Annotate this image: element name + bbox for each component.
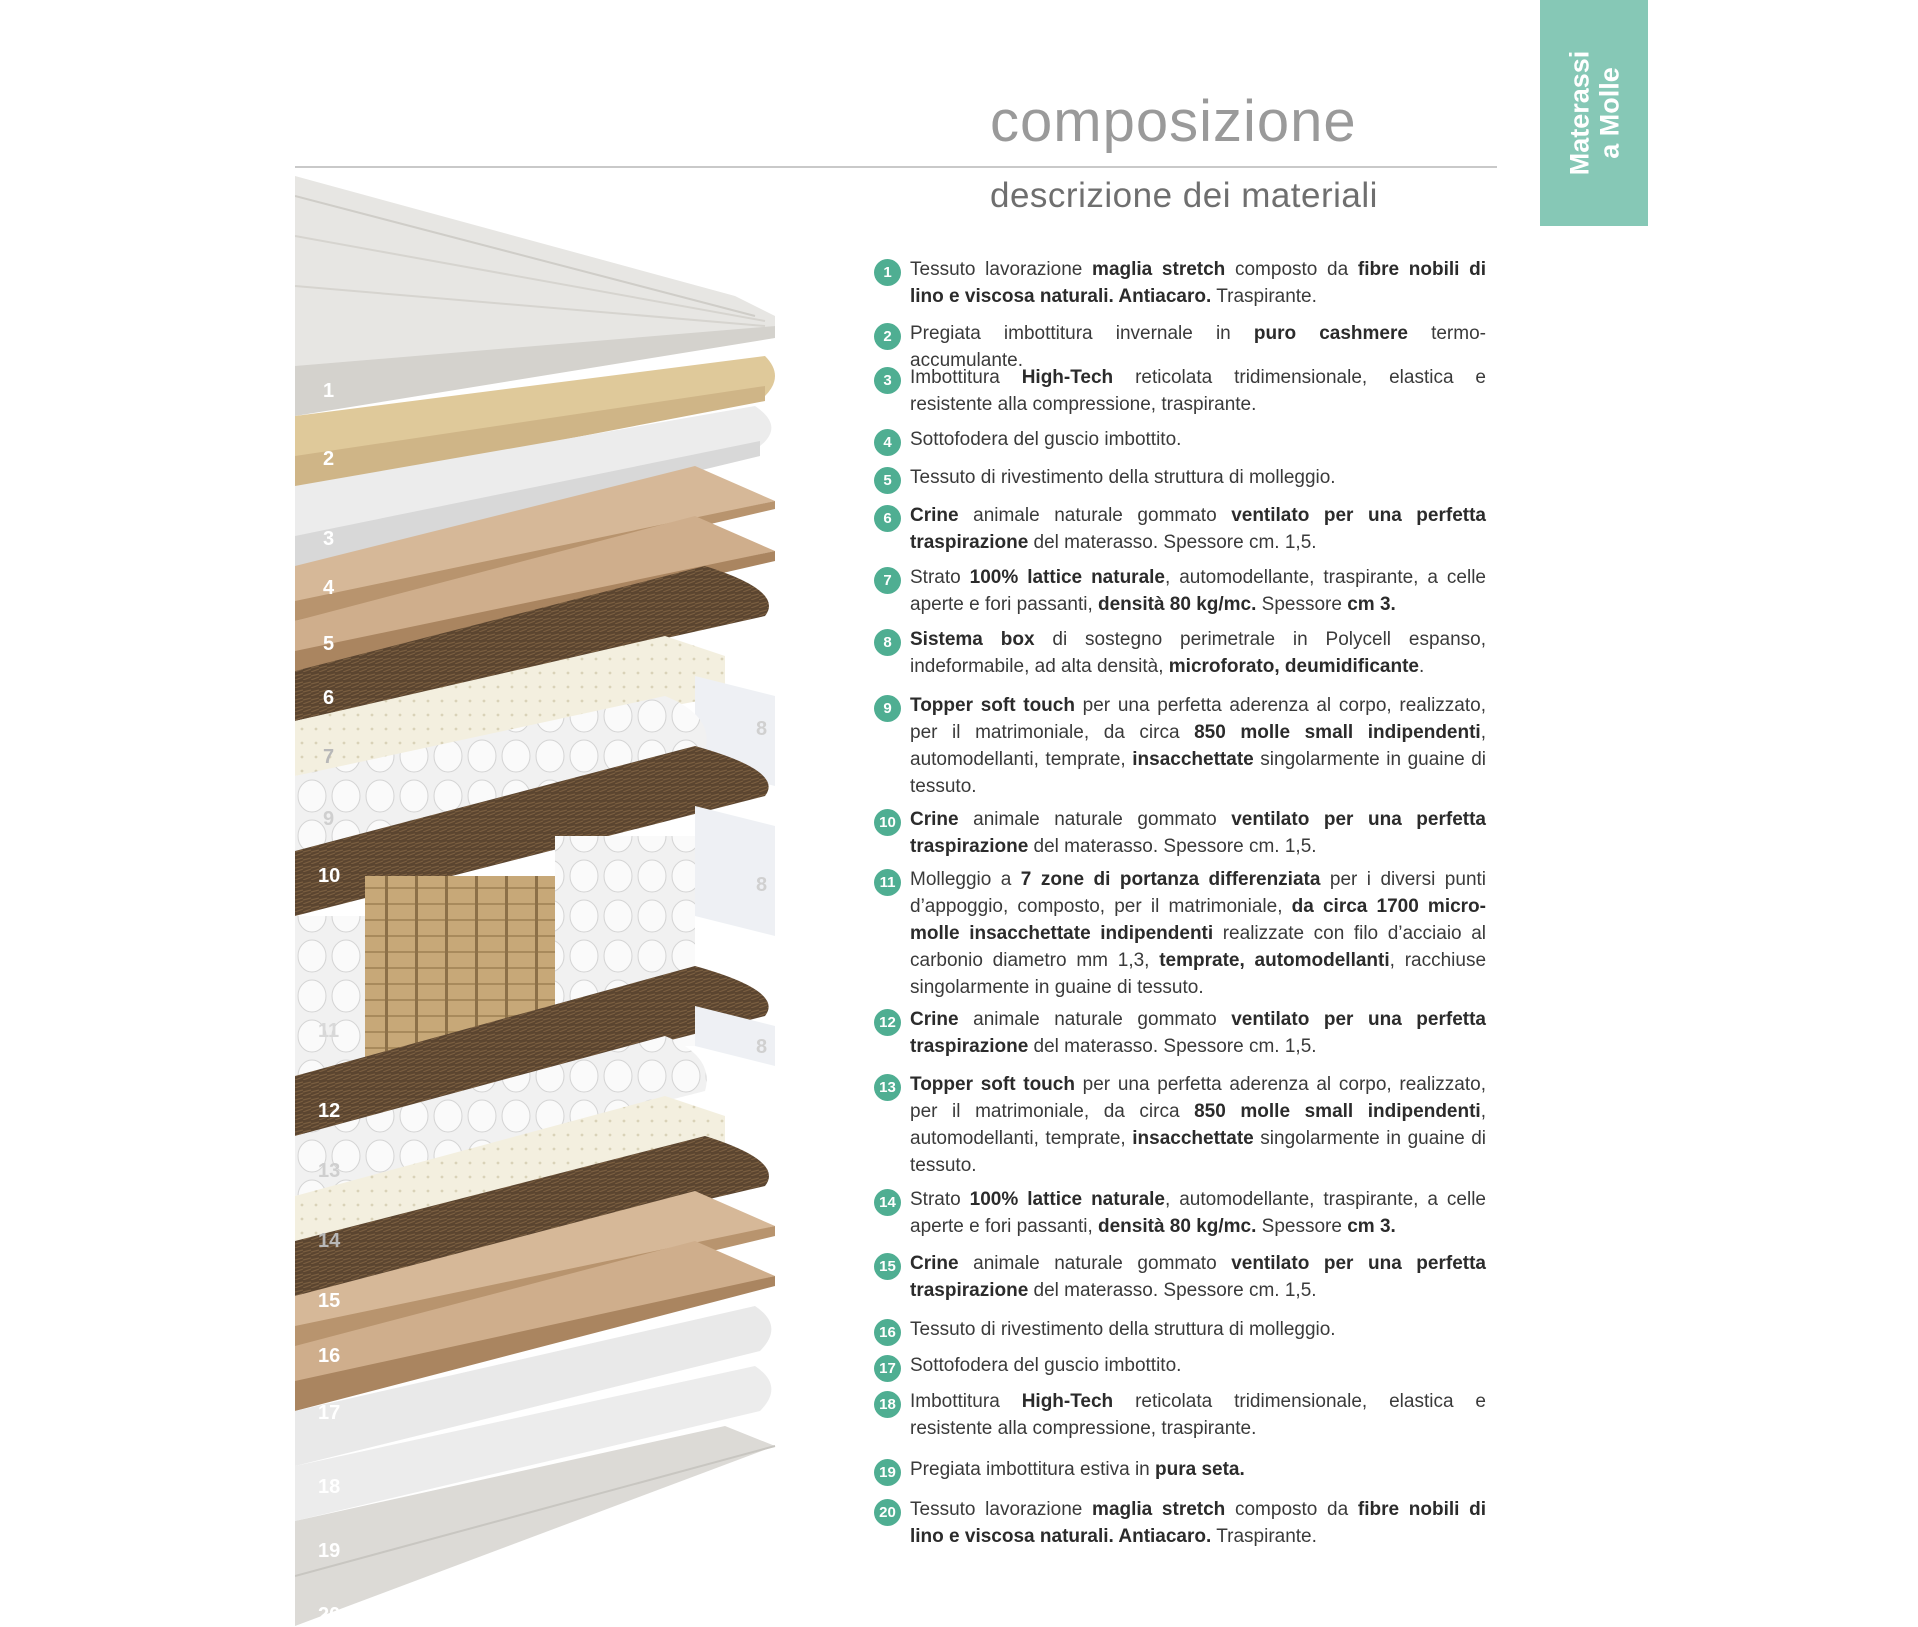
bold-text: temprate, automodellanti — [1159, 950, 1390, 971]
layer-number-16: 16 — [318, 1345, 341, 1367]
item-description — [910, 626, 1486, 680]
text: , automodellanti, temprate, — [910, 1101, 1486, 1149]
item-description — [910, 866, 1486, 1001]
bold-text: fibre nobili — [1357, 259, 1460, 280]
text: di sostegno perimetrale in Polycell espanso, indeformabile, ad alta densità, — [910, 629, 1486, 677]
text: singolarmente in guaine di tessuto. — [910, 1128, 1487, 1176]
bold-text: ventilato per una perfetta traspirazione — [910, 1009, 1486, 1057]
bold-text: 100% lattice naturale — [969, 1189, 1165, 1210]
text: Tessuto lavorazione — [910, 259, 1093, 280]
layer-number-18: 18 — [318, 1476, 341, 1498]
item-number-badge: 20 — [874, 1499, 901, 1526]
layer-number-11: 11 — [318, 1020, 340, 1042]
text: animale naturale gommato — [958, 505, 1232, 526]
text: Pregiata imbottitura invernale in — [910, 323, 1254, 344]
bold-text: insacchettate — [1132, 1128, 1254, 1149]
item-number-badge: 17 — [874, 1355, 901, 1382]
item-number-badge: 1 — [874, 259, 901, 286]
text: termo-accumulante. — [910, 323, 1486, 371]
side-label-8-bottom: 8 — [756, 1036, 768, 1058]
bold-text: Crine — [910, 809, 959, 830]
layer-number-20: 20 — [318, 1604, 341, 1626]
text: Spessore — [1256, 1216, 1348, 1237]
item-number-badge: 6 — [874, 505, 901, 532]
layer-number-4: 4 — [323, 577, 335, 599]
text: Spessore — [1256, 594, 1348, 615]
bold-text: densità 80 kg/mc. — [1098, 594, 1257, 615]
item-number-badge: 11 — [874, 869, 901, 896]
text: animale naturale gommato — [958, 1009, 1232, 1030]
layer-number-3: 3 — [323, 528, 335, 550]
bold-text: microforato, deumidificante — [1168, 656, 1419, 677]
page-title: composizione — [990, 89, 1357, 154]
item-description — [910, 1456, 1486, 1483]
layer-number-1: 1 — [323, 380, 335, 402]
text: del materasso. Spessore cm. 1,5. — [1028, 1280, 1317, 1301]
text: per una perfetta aderenza al corpo, realizzato, per il matrimoniale, da circa — [910, 1074, 1486, 1122]
item-number-badge: 16 — [874, 1319, 901, 1346]
item-number-badge: 19 — [874, 1459, 901, 1486]
item-description — [910, 692, 1486, 800]
item-description — [910, 502, 1486, 556]
text: animale naturale gommato — [958, 1253, 1232, 1274]
bold-text: 7 zone di portanza differenziata — [1020, 869, 1321, 890]
text: realizzate con filo d’acciaio al carbonio diametro mm 1,3, — [910, 923, 1486, 971]
bold-text: puro cashmere — [1253, 323, 1408, 344]
bold-text: Crine — [910, 505, 959, 526]
bold-text: Sistema box — [910, 629, 1035, 650]
item-number-badge: 18 — [874, 1391, 901, 1418]
layer-number-12: 12 — [318, 1100, 341, 1122]
text: animale naturale gommato — [958, 809, 1232, 830]
item-description — [910, 1316, 1486, 1343]
item-description — [910, 1071, 1486, 1179]
bold-text: High-Tech — [1021, 367, 1114, 388]
item-description — [910, 1250, 1486, 1304]
text: singolarmente in guaine di tessuto. — [910, 749, 1487, 797]
bold-text: Crine — [910, 1009, 959, 1030]
item-description — [910, 464, 1486, 491]
item-description — [910, 426, 1486, 453]
item-description — [910, 1496, 1486, 1550]
bold-text: maglia stretch — [1092, 1499, 1226, 1520]
text: Tessuto lavorazione — [910, 1499, 1093, 1520]
text: . — [1418, 656, 1425, 677]
layer-number-10: 10 — [318, 865, 341, 887]
bold-text: ventilato per una perfetta traspirazione — [910, 505, 1486, 553]
text: Tessuto di rivestimento della struttura di molleggio. — [910, 1319, 1336, 1340]
text: Molleggio a — [910, 869, 1021, 890]
bold-text: ventilato per una perfetta traspirazione — [910, 809, 1486, 857]
item-description — [910, 1388, 1486, 1442]
bold-text: pura seta. — [1155, 1459, 1245, 1480]
bold-text: maglia stretch — [1092, 259, 1226, 280]
text: reticolata tridimensionale, elastica e resistente alla compressione, traspirante. — [910, 367, 1486, 415]
text: del materasso. Spessore cm. 1,5. — [1028, 532, 1317, 553]
bold-text: Crine — [910, 1253, 959, 1274]
bold-text: ventilato per una perfetta traspirazione — [910, 1253, 1486, 1301]
bold-text: High-Tech — [1021, 1391, 1114, 1412]
bold-text: da circa 1700 micro-molle insacchettate indipendenti — [910, 896, 1486, 944]
text: Sottofodera del guscio imbottito. — [910, 1355, 1182, 1376]
bold-text: densità 80 kg/mc. — [1098, 1216, 1257, 1237]
bold-text: di lino e viscosa naturali. Antiacaro. — [910, 1499, 1487, 1547]
mattress-layers-illustration — [295, 176, 785, 1626]
text: Strato — [910, 567, 970, 588]
text: , automodellante, traspirante, a celle aperte e fori passanti, — [910, 1189, 1486, 1237]
item-description — [910, 1186, 1486, 1240]
item-description — [910, 806, 1486, 860]
text: Sottofodera del guscio imbottito. — [910, 429, 1182, 450]
item-number-badge: 14 — [874, 1189, 901, 1216]
text: Pregiata imbottitura estiva in — [910, 1459, 1156, 1480]
layer-number-6: 6 — [323, 687, 335, 709]
item-number-badge: 13 — [874, 1074, 901, 1101]
text: , racchiuse singolarmente in guaine di tessuto. — [910, 950, 1487, 998]
item-description — [910, 1352, 1486, 1379]
layer-number-17: 17 — [318, 1402, 341, 1424]
page-subtitle: descrizione dei materiali — [990, 176, 1378, 215]
layer-number-9: 9 — [323, 808, 335, 830]
layer-number-19: 19 — [318, 1540, 341, 1562]
text: per una perfetta aderenza al corpo, realizzato, per il matrimoniale, da circa — [910, 695, 1486, 743]
text: del materasso. Spessore cm. 1,5. — [1028, 836, 1317, 857]
side-label-8-middle: 8 — [756, 874, 768, 896]
item-description — [910, 564, 1486, 618]
bold-text: Topper soft touch — [910, 1074, 1075, 1095]
item-number-badge: 7 — [874, 567, 901, 594]
item-number-badge: 5 — [874, 467, 901, 494]
title-divider — [295, 166, 1497, 168]
text: del materasso. Spessore cm. 1,5. — [1028, 1036, 1317, 1057]
item-description — [910, 256, 1486, 310]
text: Imbottitura — [910, 1391, 1022, 1412]
text: Traspirante. — [1211, 1526, 1317, 1547]
bold-text: Topper soft touch — [910, 695, 1075, 716]
item-number-badge: 12 — [874, 1009, 901, 1036]
bold-text: insacchettate — [1132, 749, 1254, 770]
text: , automodellanti, temprate, — [910, 722, 1486, 770]
layer-number-13: 13 — [318, 1160, 341, 1182]
item-number-badge: 8 — [874, 629, 901, 656]
layer-number-14: 14 — [318, 1230, 341, 1252]
text: Imbottitura — [910, 367, 1022, 388]
bold-text: 100% lattice naturale — [969, 567, 1165, 588]
text: Tessuto di rivestimento della struttura di molleggio. — [910, 467, 1336, 488]
side-tab-line-2: a Molle — [1594, 67, 1625, 159]
item-number-badge: 9 — [874, 695, 901, 722]
bold-text: 850 molle small indipendenti — [1194, 1101, 1481, 1122]
bold-text: 850 molle small indipendenti — [1194, 722, 1481, 743]
text: , automodellante, traspirante, a celle aperte e fori passanti, — [910, 567, 1486, 615]
text: composto da — [1225, 259, 1358, 280]
bold-text: cm 3. — [1347, 594, 1396, 615]
item-number-badge: 10 — [874, 809, 901, 836]
bold-text: cm 3. — [1347, 1216, 1396, 1237]
item-number-badge: 3 — [874, 367, 901, 394]
item-description — [910, 364, 1486, 418]
text: reticolata tridimensionale, elastica e resistente alla compressione, traspirante. — [910, 1391, 1486, 1439]
bold-text: di lino e viscosa naturali. Antiacaro. — [910, 259, 1487, 307]
item-description — [910, 1006, 1486, 1060]
layer-number-15: 15 — [318, 1290, 341, 1312]
layer-number-5: 5 — [323, 633, 335, 655]
item-number-badge: 4 — [874, 429, 901, 456]
text: Traspirante. — [1211, 286, 1317, 307]
layer-number-2: 2 — [323, 448, 335, 470]
text: composto da — [1225, 1499, 1358, 1520]
bold-text: fibre nobili — [1357, 1499, 1460, 1520]
item-number-badge: 2 — [874, 323, 901, 350]
item-number-badge: 15 — [874, 1253, 901, 1280]
side-tab-label — [1540, 0, 1648, 226]
side-label-8-top: 8 — [756, 718, 768, 740]
text: Strato — [910, 1189, 970, 1210]
text: per i diversi punti d’appoggio, composto, per il matrimoniale, — [910, 869, 1487, 917]
side-tab-line-1: Materassi — [1564, 50, 1595, 176]
layer-number-7: 7 — [323, 746, 335, 768]
